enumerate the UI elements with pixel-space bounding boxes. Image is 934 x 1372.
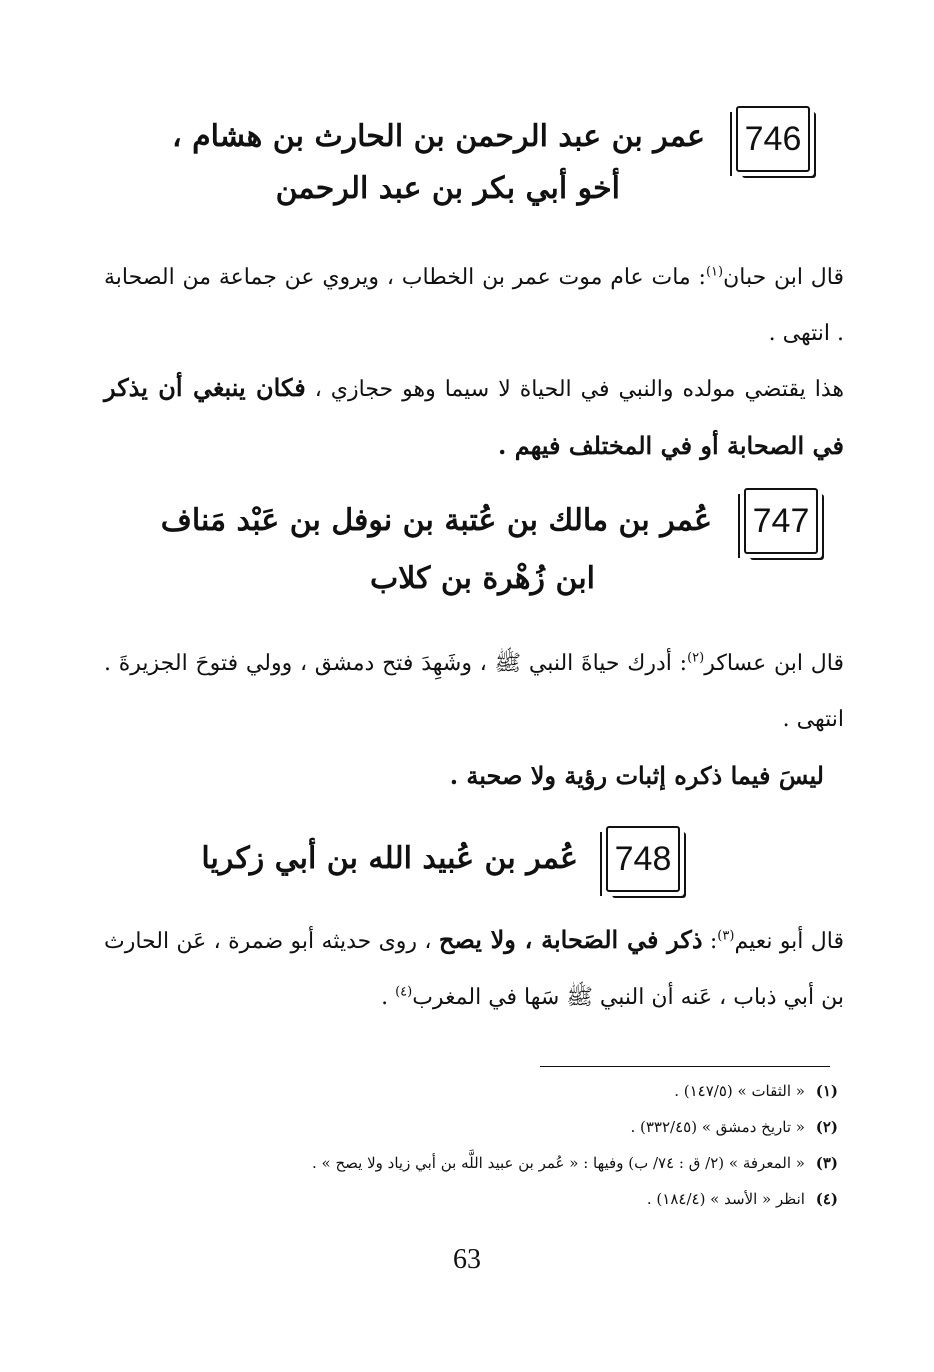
paragraph-bold-text: ذكر في الصَحابة ، ولا يصح bbox=[438, 925, 703, 954]
entry-title-line1: عُمر بن عُبيد الله بن أبي زكريا bbox=[201, 841, 578, 876]
footnote-text: « الثقات » (١٤٧/٥) . bbox=[674, 1082, 805, 1100]
entry-title-line2: أخو أبي بكر بن عبد الرحمن bbox=[275, 171, 620, 206]
paragraph-bold-text: فكان ينبغي أن يذكر في الصحابة أو في المختلف فيهم . bbox=[104, 373, 844, 460]
footnote-item bbox=[98, 1073, 838, 1109]
footnote-text: « تاريخ دمشق » (٣٣٢/٤٥) . bbox=[630, 1118, 805, 1136]
paragraph-text: . bbox=[381, 985, 396, 1010]
entry-number-box bbox=[606, 826, 680, 892]
entry-title-line2: ابن زُهْرة بن كلاب bbox=[369, 561, 595, 596]
footnote-number: (٣) bbox=[815, 1154, 838, 1172]
footnote-ref: (١) bbox=[705, 264, 724, 280]
paragraph-text: : bbox=[702, 929, 718, 954]
footnote-divider bbox=[540, 1066, 830, 1067]
paragraph-text: ، روى حديثه أبو ضمرة ، عَن الحارث بن أبي ذباب ، عَنه أن النبي ﷺ سَها في المغرب bbox=[104, 929, 844, 1010]
footnote-text: انظر « الأسد » (١٨٤/٤) . bbox=[646, 1190, 805, 1208]
paragraph-comment-747 bbox=[104, 748, 844, 806]
entry-number: 748 bbox=[614, 839, 672, 878]
entry-number-box bbox=[744, 488, 818, 554]
footnote-item bbox=[98, 1181, 838, 1217]
paragraph-ibn-asakir bbox=[104, 636, 844, 748]
footnote-ref: (٤) bbox=[395, 984, 413, 1000]
footnote-ref: (٣) bbox=[717, 928, 735, 944]
paragraph-text: هذا يقتضي مولده والنبي في الحياة لا سيما وهو حجازي ، bbox=[305, 377, 844, 402]
footnote-text: « المعرفة » (٢/ ق : ٧٤/ ب) وفيها : « عُمر بن عبيد اللَّه بن أبي زياد ولا يصح » . bbox=[311, 1154, 805, 1172]
footnote-ref: (٢) bbox=[687, 650, 705, 666]
footnotes bbox=[98, 1073, 838, 1217]
entry-number: 746 bbox=[744, 119, 802, 158]
footnote-number: (١) bbox=[815, 1082, 838, 1100]
footnote-item bbox=[98, 1145, 838, 1181]
paragraph-text: قال ابن حبان bbox=[723, 265, 844, 290]
footnote-number: (٤) bbox=[815, 1190, 838, 1208]
paragraph-text: : أدرك حياةَ النبي ﷺ ، وشَهِدَ فتح دمشق ، وولي فتوحَ الجزيرةَ . انتهى . bbox=[104, 651, 844, 732]
entry-title-line1: عُمر بن مالك بن عُتبة بن نوفل بن عَبْد مَناف bbox=[160, 503, 712, 538]
entry-number: 747 bbox=[752, 501, 810, 540]
paragraph-text: قال ابن عساكر bbox=[704, 651, 844, 676]
entry-number-box bbox=[736, 106, 810, 172]
paragraph-text: قال أبو نعيم bbox=[734, 929, 844, 954]
paragraph-abu-nuaym bbox=[104, 912, 844, 1026]
paragraph-ibn-hibban bbox=[104, 250, 844, 362]
paragraph-text: : مات عام موت عمر بن الخطاب ، ويروي عن جماعة من الصحابة . انتهى . bbox=[104, 265, 844, 346]
paragraph-comment-746 bbox=[104, 360, 844, 476]
footnote-item bbox=[98, 1109, 838, 1145]
paragraph-bold-text: ليسَ فيما ذكره إثبات رؤية ولا صحبة . bbox=[449, 761, 824, 790]
page-number: 63 bbox=[453, 1244, 481, 1275]
footnote-number: (٢) bbox=[815, 1118, 838, 1136]
entry-title-line1: عمر بن عبد الرحمن بن الحارث بن هشام ، bbox=[171, 119, 705, 154]
